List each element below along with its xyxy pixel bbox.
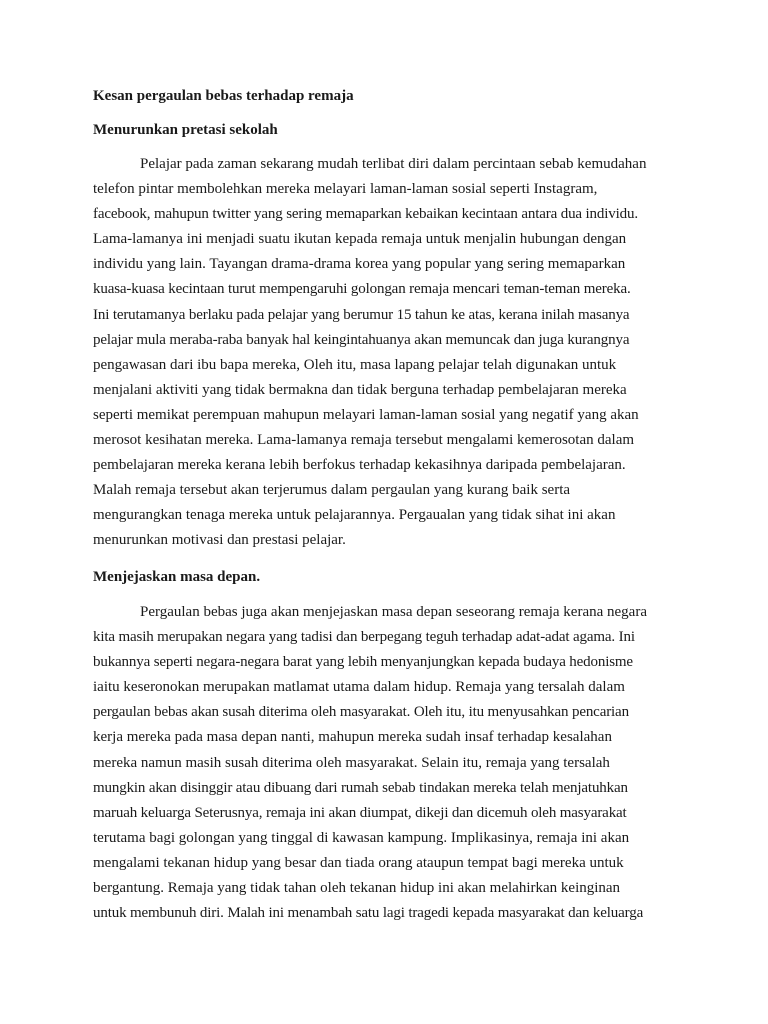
paragraph-line: individu yang lain. Tayangan drama-drama korea yang popular yang sering memaparkan	[93, 256, 626, 273]
paragraph-line: Pelajar pada zaman sekarang mudah terlibat diri dalam percintaan sebab kemudahan	[140, 156, 647, 172]
paragraph-line: untuk membunuh diri. Malah ini menambah satu lagi tragedi kepada masyarakat dan keluarga	[93, 905, 644, 922]
paragraph-line: mengalami tekanan hidup yang besar dan tiada orang ataupun tempat bagi mereka untuk	[93, 854, 624, 871]
paragraph-line: telefon pintar membolehkan mereka melayari laman-laman sosial seperti Instagram,	[93, 181, 598, 198]
paragraph-line: bukannya seperti negara-negara barat yang lebih menyanjungkan kepada budaya hedonisme	[93, 654, 633, 671]
paragraph-line: pengawasan dari ibu bapa mereka, Oleh itu, masa lapang pelajar telah digunakan untuk	[93, 356, 617, 373]
section-2-paragraph	[93, 600, 685, 926]
paragraph-line: Ini terutamanya berlaku pada pelajar yang berumur 15 tahun ke atas, kerana inilah masanya	[93, 306, 630, 323]
paragraph-line: facebook, mahupun twitter yang sering memaparkan kebaikan kecintaan antara dua individu.	[93, 206, 638, 223]
paragraph-line: merosot kesihatan mereka. Lama-lamanya remaja tersebut mengalami kemerosotan dalam	[93, 432, 635, 449]
paragraph-line: pergaulan bebas akan susah diterima oleh masyarakat. Oleh itu, itu menyusahkan pencarian	[93, 704, 629, 721]
paragraph-line: Pergaulan bebas juga akan menjejaskan masa depan seseorang remaja kerana negara	[140, 604, 647, 620]
paragraph-line: bergantung. Remaja yang tidak tahan oleh tekanan hidup ini akan melahirkan keinginan	[93, 880, 621, 897]
paragraph-line: maruah keluarga Seterusnya, remaja ini akan diumpat, dikeji dan dicemuh oleh masyarakat	[93, 804, 627, 821]
paragraph-line: seperti memikat perempuan mahupun melayari laman-laman sosial yang negatif yang akan	[93, 406, 639, 423]
section-heading-2: Menjejaskan masa depan.	[93, 569, 261, 585]
paragraph-line: mungkin akan disinggir atau dibuang dari rumah sebab tindakan mereka telah menjatuhkan	[93, 779, 628, 796]
document-title: Kesan pergaulan bebas terhadap remaja	[93, 88, 354, 104]
paragraph-line: pembelajaran mereka kerana lebih berfokus terhadap kekasihnya daripada pembelajaran.	[93, 457, 626, 474]
paragraph-line: mengurangkan tenaga mereka untuk pelajarannya. Pergaualan yang tidak sihat ini akan	[93, 507, 616, 524]
section-1-paragraph	[93, 152, 685, 554]
paragraph-line: kuasa-kuasa kecintaan turut mempengaruhi golongan remaja mencari teman-teman mereka.	[93, 281, 631, 298]
paragraph-line: iaitu keseronokan merupakan matlamat utama dalam hidup. Remaja yang tersalah dalam	[93, 679, 625, 696]
paragraph-line: Malah remaja tersebut akan terjerumus dalam pergaulan yang kurang baik serta	[93, 482, 571, 499]
paragraph-line: kita masih merupakan negara yang tadisi dan berpegang teguh terhadap adat-adat agama. Ini	[93, 629, 635, 646]
paragraph-line: menjalani aktiviti yang tidak bermakna dan tidak berguna terhadap pembelajaran mereka	[93, 381, 627, 398]
paragraph-line: pelajar mula meraba-raba banyak hal keingintahuanya akan memuncak dan juga kurangnya	[93, 331, 630, 348]
paragraph-line: mereka namun masih susah diterima oleh masyarakat. Selain itu, remaja yang tersalah	[93, 754, 610, 771]
paragraph-line: terutama bagi golongan yang tinggal di kawasan kampung. Implikasinya, remaja ini akan	[93, 829, 630, 846]
section-heading-1: Menurunkan pretasi sekolah	[93, 122, 278, 138]
paragraph-line: kerja mereka pada masa depan nanti, mahupun mereka sudah insaf terhadap kesalahan	[93, 729, 612, 746]
paragraph-line: Lama-lamanya ini menjadi suatu ikutan kepada remaja untuk menjalin hubungan dengan	[93, 231, 627, 248]
paragraph-line: menurunkan motivasi dan prestasi pelajar.	[93, 532, 346, 549]
